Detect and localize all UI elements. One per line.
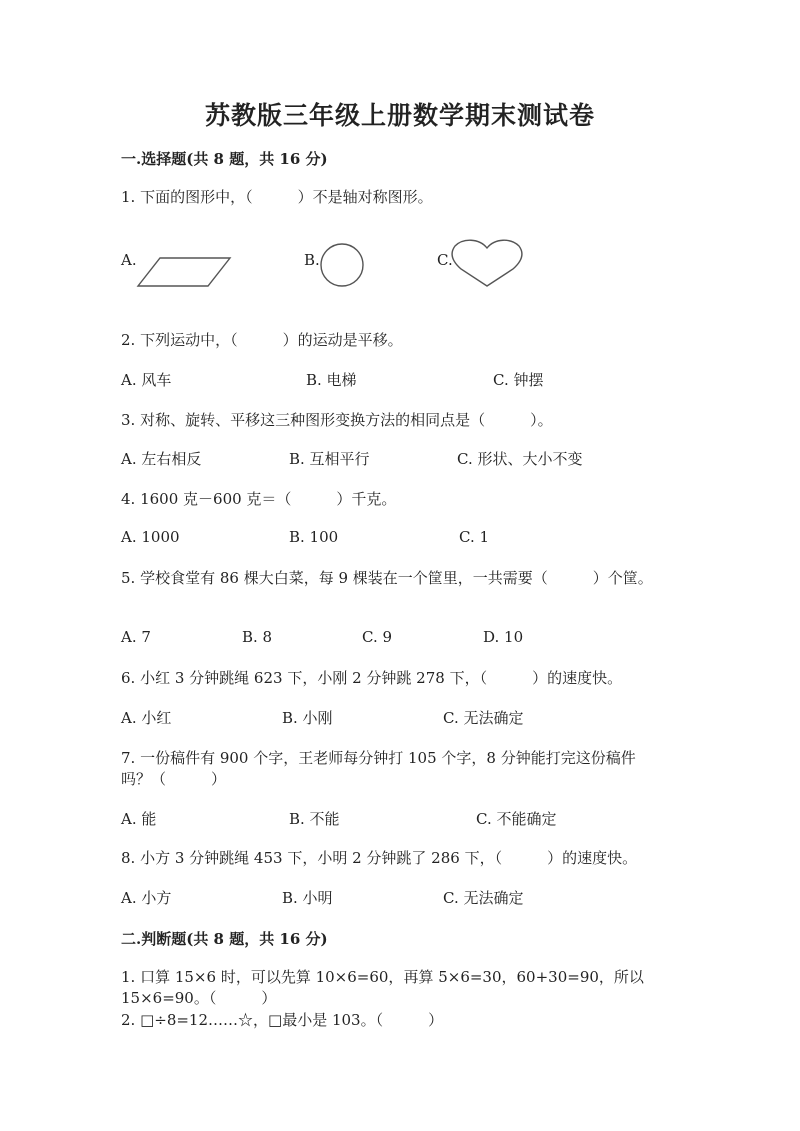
option-4c: C. 1 <box>459 528 490 546</box>
option-4b: B. 100 <box>289 528 339 546</box>
judgment-1-line2: 15×6=90。（ ） <box>121 989 277 1007</box>
option-6a: A. 小红 <box>121 709 172 727</box>
option-1b: B. <box>304 251 320 269</box>
question-1: 1. 下面的图形中，（ ）不是轴对称图形。 <box>121 188 433 206</box>
option-6b: B. 小刚 <box>282 709 333 727</box>
option-3a: A. 左右相反 <box>121 450 202 468</box>
option-4a: A. 1000 <box>121 528 180 546</box>
option-5b: B. 8 <box>242 628 273 646</box>
option-1c: C. <box>437 251 453 269</box>
question-3: 3. 对称、旋转、平移这三种图形变换方法的相同点是（ ）。 <box>121 411 553 429</box>
option-3c: C. 形状、大小不变 <box>457 450 583 468</box>
option-5d: D. 10 <box>483 628 524 646</box>
judgment-1-line1: 1. 口算 15×6 时，可以先算 10×6=60，再算 5×6=30，60+30=90，所以 <box>121 968 644 986</box>
option-5c: C. 9 <box>362 628 393 646</box>
option-2c: C. 钟摆 <box>493 371 544 389</box>
option-7a: A. 能 <box>121 810 157 828</box>
question-2: 2. 下列运动中，（ ）的运动是平移。 <box>121 331 403 349</box>
page-title: 苏教版三年级上册数学期末测试卷 <box>204 101 595 130</box>
option-6c: C. 无法确定 <box>443 709 524 727</box>
option-5a: A. 7 <box>121 628 151 646</box>
option-8a: A. 小方 <box>121 889 172 907</box>
question-4: 4. 1600 克－600 克＝（ ）千克。 <box>121 490 397 508</box>
heart-shape <box>449 236 525 292</box>
question-7-line2: 吗？（ ） <box>121 770 227 788</box>
option-8b: B. 小明 <box>282 889 333 907</box>
question-7-line1: 7. 一份稿件有 900 个字，王老师每分钟打 105 个字，8 分钟能打完这份稿件 <box>121 749 636 767</box>
option-1a: A. <box>121 251 137 269</box>
option-2b: B. 电梯 <box>306 371 357 389</box>
option-3b: B. 互相平行 <box>289 450 370 468</box>
question-6: 6. 小红 3 分钟跳绳 623 下，小刚 2 分钟跳 278 下，（ ）的速度快。 <box>121 669 623 687</box>
option-2a: A. 风车 <box>121 371 172 389</box>
judgment-2: 2. □÷8=12……☆，□最小是 103。（ ） <box>121 1011 444 1029</box>
question-8: 8. 小方 3 分钟跳绳 453 下，小明 2 分钟跳了 286 下，（ ）的速度快。 <box>121 849 638 867</box>
question-5: 5. 学校食堂有 86 棵大白菜，每 9 棵装在一个筐里，一共需要（ ）个筐。 <box>121 569 653 587</box>
circle-shape <box>318 241 366 289</box>
section-heading-choice: 一.选择题(共 8 题，共 16 分) <box>121 150 328 168</box>
option-7c: C. 不能确定 <box>476 810 557 828</box>
option-8c: C. 无法确定 <box>443 889 524 907</box>
parallelogram-shape <box>136 256 236 290</box>
option-7b: B. 不能 <box>289 810 340 828</box>
section-heading-judgment: 二.判断题(共 8 题，共 16 分) <box>121 930 328 948</box>
